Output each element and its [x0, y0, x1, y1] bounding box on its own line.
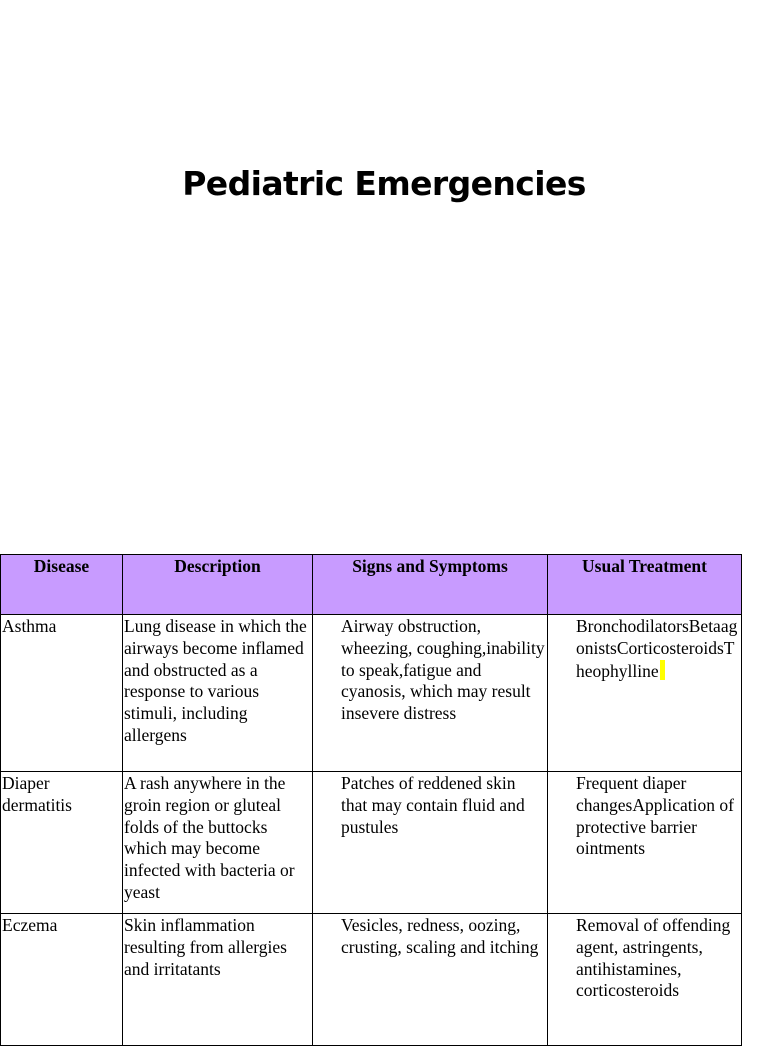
- cell-disease: Eczema: [1, 914, 123, 1046]
- page-title: Pediatric Emergencies: [182, 164, 586, 203]
- cell-treatment-text: BronchodilatorsBetaagonistsCorticosteroidsTheophylline: [576, 616, 738, 681]
- header-signs-and-symptoms: Signs and Symptoms: [313, 555, 548, 615]
- cell-signs: Patches of reddened skin that may contain fluid and pustules: [313, 772, 548, 914]
- table-row: [1, 772, 742, 914]
- table-header-row: [1, 555, 742, 615]
- cell-description: A rash anywhere in the groin region or gluteal folds of the buttocks which may become infected with bacteria or yeast: [123, 772, 313, 914]
- header-disease: Disease: [1, 555, 123, 615]
- header-description: Description: [123, 555, 313, 615]
- cell-description: Lung disease in which the airways become inflamed and obstructed as a response to various stimuli, including allergens: [123, 615, 313, 772]
- header-usual-treatment: Usual Treatment: [548, 555, 742, 615]
- cell-treatment: Removal of offending agent, astringents, antihistamines, corticosteroids: [548, 914, 742, 1046]
- text-highlight-marker: [660, 660, 665, 680]
- cell-signs: Airway obstruction, wheezing, coughing,inability to speak,fatigue and cyanosis, which may result insevere distress: [313, 615, 548, 772]
- cell-disease: Diaper dermatitis: [1, 772, 123, 914]
- cell-disease: Asthma: [1, 615, 123, 772]
- table-row: [1, 914, 742, 1046]
- cell-signs: Vesicles, redness, oozing, crusting, scaling and itching: [313, 914, 548, 1046]
- cell-treatment: Frequent diaper changesApplication of protective barrier ointments: [548, 772, 742, 914]
- disease-table: [0, 554, 742, 1046]
- cell-treatment: [548, 615, 742, 772]
- cell-description: Skin inflammation resulting from allergies and irritatants: [123, 914, 313, 1046]
- table-row: [1, 615, 742, 772]
